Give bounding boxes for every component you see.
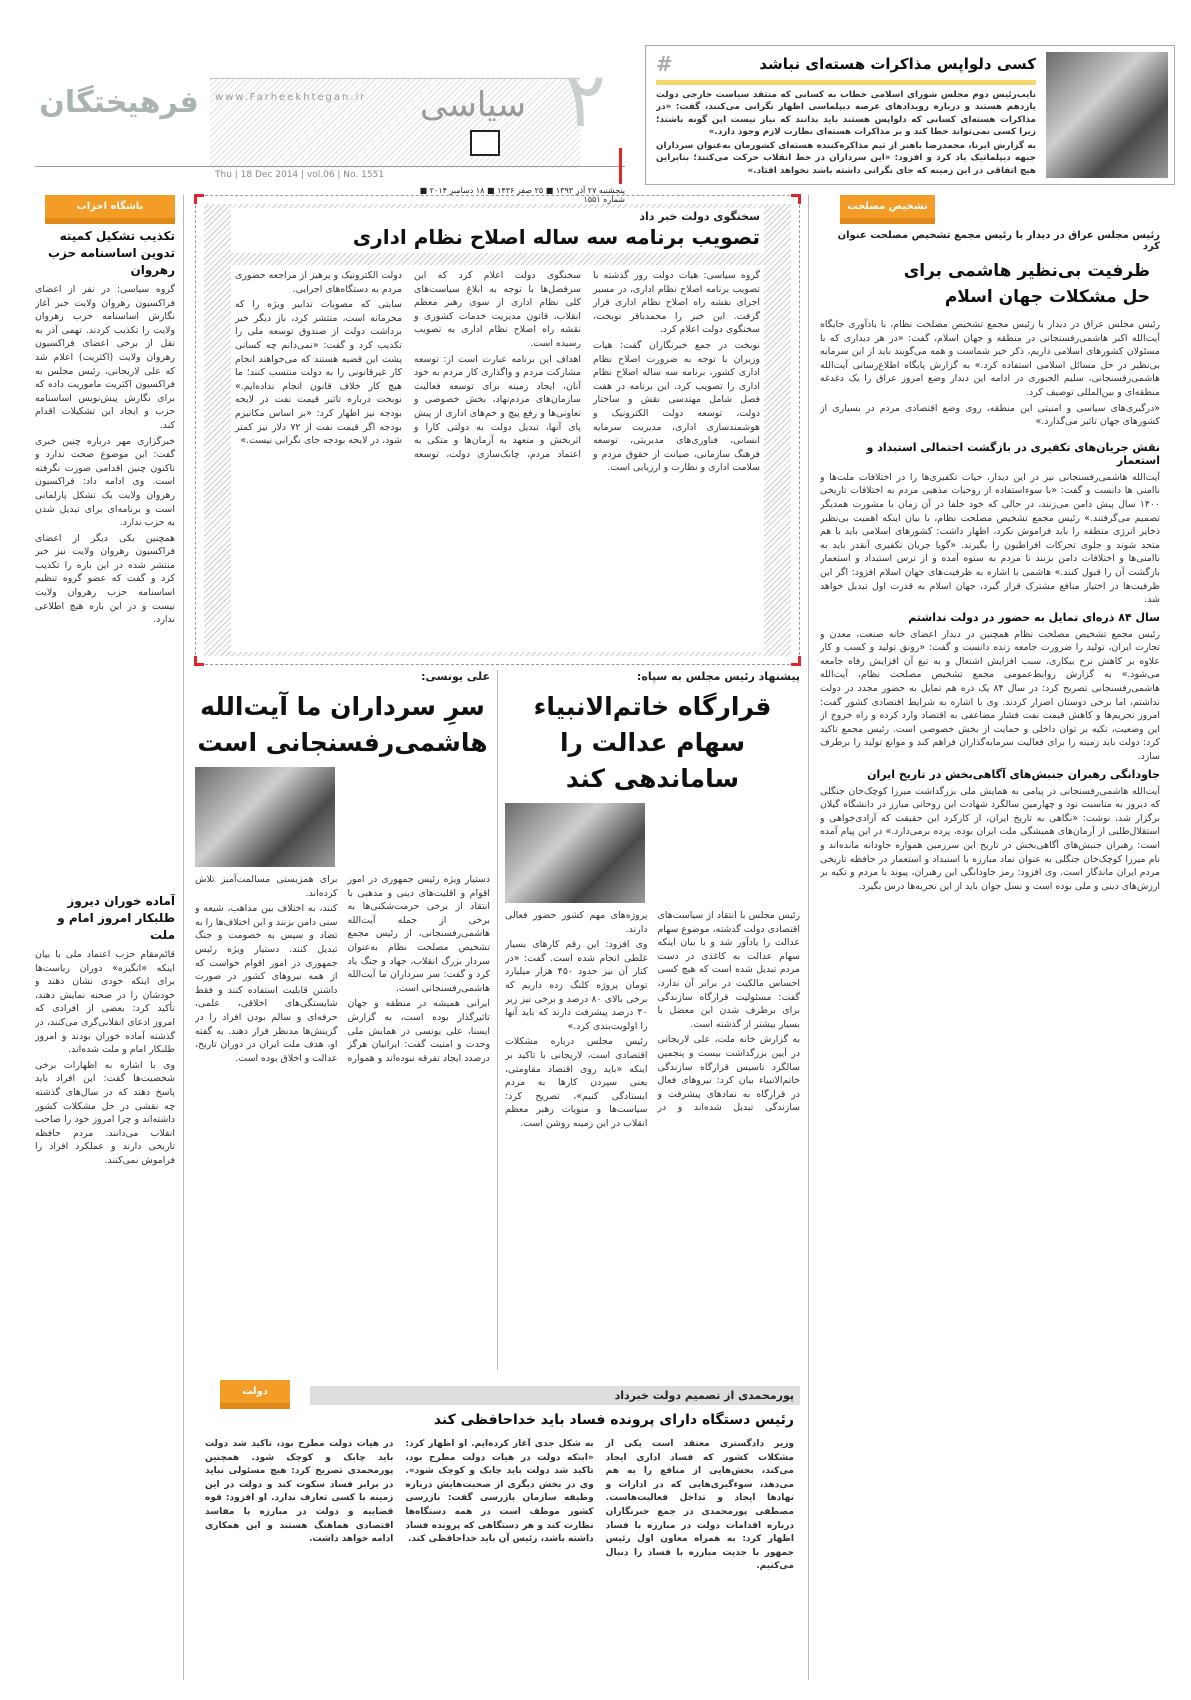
body: [231, 265, 764, 652]
date-en: Thu | 18 Dec 2014 | vol.06 | No. 1551: [215, 170, 385, 180]
body: [820, 318, 1160, 431]
section-tag: تشخیص مصلحت: [840, 195, 935, 218]
paragraph: در هیات دولت مطرح بود، تاکید شد دولت باید چابک و کوچک شود. همچنین پورمحمدی تصریح کرد: هیچ مسئولی نباید در برابر فساد سکوت کند و دولت در این زمینه با کسی تعارف ندارد. او افزود: قوه قضاییه و دولت در مبارزه با مفاسد اقتصادی هماهنگ هستند و این همکاری ادامه خواهد داشت.: [205, 1439, 394, 1545]
paragraph: قائم‌مقام حزب اعتماد ملی با بیان اینکه «انگیزه» دوران ریاست‌ها برای اینکه خودی نشان دهند و خودشان را در صحنه نمایش دهند، تأکید کرد: بعضی از افرادی که امروز ادعای انقلابی‌گری می‌کنند، در گذشته آماده خوران بودند و امروز طلبکار امام و ملت شده‌اند.: [35, 949, 175, 1056]
paragraph: همچنین یکی دیگر از اعضای فراکسیون رهروان ولایت نیز خبر منتشر شده در این باره را تکذیب کرد و گفت که عضو گروه تنظیم اساسنامه حزب رهروان ولایت نیست و در این باره هیچ اطلاعی ندارد.: [35, 532, 175, 626]
paragraph: رئیس مجلس عراق در دیدار با رئیس مجمع تشخیص مصلحت نظام، با یادآوری جایگاه آیت‌الله اکبر هاشمی‌رفسنجانی در منطقه و جهان اسلام، گفت: «در هر دیداری که با مسئولان کشورهای اسلامی داریم، ذکر خیر شماست و همه می‌گویند باید از این سرمایه بی‌نظیر در حل مسائل اسلامی استفاده کرد.» به گزارش پایگاه اطلاع‌رسانی آیت‌الله هاشمی‌رفسنجانی، سلیم الجبوری در ادامه این دیدار وضع امروز عراق را یک دغدغه منطقه‌ای و بین‌المللی توصیف کرد.: [820, 319, 1160, 398]
headline: کسی دلواپس مذاکرات هسته‌ای نباشد: [759, 55, 1036, 73]
paragraph: به گزارش خانه ملت، علی لاریجانی در آیین بزرگداشت بیست و پنجمین سالگرد تاسیس قرارگاه سازندگی خاتم‌الانبیاء بیان کرد: نیروهای فعال در قرارگاه به نمادهای پیشرفت و سازندگی تبدیل شده‌اند و در پروژه‌های مهم کشور حضور فعالی دارند.: [505, 910, 800, 1114]
paragraph: گروه سیاسی: در نفر از اعضای فراکسیون رهروان ولایت خبر آغاز نگارش اساسنامه حزب رهروان ولایت را تکذیب کردند. تهمی آذر به نقل از برخی اعضای فراکسیون رهروان ولایت (اکثریت) اعلام شد که علی لاریجانی، رئیس مجلس به فراکسیون اکثریت ماموریت داده که برای نگارش پیش‌نویس اساسنامه حزب و ایجاد این تشکیلات اقدام کند.: [35, 284, 175, 431]
paragraph: دستیار ویژه رئیس جمهوری در امور اقوام و اقلیت‌های دینی و مذهبی با انتقاد از برخی حرمت‌شکنی‌ها به برخی از جمله آیت‌الله هاشمی‌رفسنجانی، از رئیس مجمع تشخیص مصلحت نظام به‌عنوان سردار بزرگ انقلاب، جهاد و جنگ یاد کرد و گفت: سر سرداران ما آیت‌الله هاشمی‌رفسنجانی است.: [347, 874, 490, 994]
logo: فرهیختگان: [39, 85, 199, 120]
paragraph: کنند، به اختلاف بین مذاهب، شیعه و سنی دامن بزنند و این اختلاف‌ها را به تضاد و سپس به خصومت و جنگ تبدیل کنند. دستیار ویژه رئیس جمهوری در امور اقوام خواست که از همه نیروهای کشور در صورت داشتن قابلیت استفاده کنند و فقط شایستگی‌های اخلاقی، علمی، حرفه‌ای و سالم بودن افراد را در گزینش‌ها مدنظر قرار دهند. به گفته او، هدف ملت ایران در دوران تاریخ، عدالت و اخلاق بوده است.: [195, 903, 338, 1064]
paragraph: به گزارش ایرنا، محمدرضا باهنر از تیم مذاکره‌کننده هسته‌ای کشورمان به‌عنوان سرداران جبهه دیپلماتیک یاد کرد و افزود: «این سرداران در خط انقلاب حرکت می‌کنند؛ بنابراین هیچ اتفاقی در این زمینه که جای نگرانی داشته باشد نخواهد افتاد.»: [656, 141, 1036, 175]
paragraph: وزیر دادگستری معتقد است یکی از مشکلات کشور که فساد اداری ایجاد می‌کند، بخش‌هایی از منافع را به هم می‌دهد، سوء‌گیری‌هایی که در ادارات و نهادها ایجاد و تداخل فعالیت‌هاست. مصطفی پورمحمدی در جمع خبرنگاران درباره اقدامات دولت در مبارزه با فساد اظهار کرد: به همراه معاون اول رئیس جمهور با جدیت مبارزه با فساد را دنبال می‌کنیم.: [605, 1439, 794, 1572]
subsection-title: سال ۸۴ ذره‌ای تمایل به حضور در دولت نداشتم: [908, 610, 1160, 624]
paragraph: اهداف این برنامه عبارت است از: توسعه مشارکت مردم و واگذاری کار مردم به خود آنان، ایجاد زمینه برای توسعه فعالیت سازمان‌های مردم‌نهاد، بخش خصوصی و تعاونی‌ها و رفع پیچ و خم‌های اداری از پیش پای آنها، تبدیل دولت به دولتی کارا و اثربخش و متعهد به آرمان‌ها و متکی به اعتماد مردم، چابک‌سازی دولت، توسعه دولت الکترونیک و پرهیز از مراجعه حضوری مردم به دستگاه‌های اجرایی.: [235, 270, 581, 460]
website: www.Farheekhtegan.ir: [215, 92, 367, 103]
story-younesi: [195, 670, 490, 1370]
paragraph: نایب‌رئیس دوم مجلس شورای اسلامی خطاب به کسانی که منتقد سیاست خارجی دولت یازدهم هستند و درباره رویدادهای عرصه دیپلماسی اظهار نگرانی می‌کنند، گفت: «در مذاکرات هسته‌ای کسانی که دلواپس هستند باید بدانند که نیاز نیست این گونه باشند؛ زیرا کسی نمی‌تواند خطا کند و بر مذاکرات هسته‌ای نظارت لازم وجود دارد.»: [656, 90, 1036, 137]
kicker: پورمحمدی از تصمیم دولت خبرداد: [310, 1386, 800, 1405]
bottom-story: [195, 1380, 800, 1680]
body: [35, 948, 175, 1688]
kicker: پیشنهاد رئیس مجلس به سپاه:: [636, 670, 800, 683]
paragraph: سخنگوی دولت اعلام کرد که این سرفصل‌ها با توجه به ابلاغ سیاست‌های کلی نظام اداری از سوی رهبر معظم انقلاب، قانون مدیریت خدمات کشوری و نقشه راه اصلاح نظام اداری به تصویب رسیده است.: [414, 270, 581, 349]
headline: سرِ سرداران ما آیت‌الله هاشمی‌رفسنجانی است: [197, 692, 488, 757]
paragraph: ایرانی همیشه در منطقه و جهان تاثیرگذار بوده است، به گزارش ایسنا، علی یونسی در همایش ملی وحدت و امنیت گفت: ایرانیان هرگز درصدد ایجاد تفرقه نبوده‌اند و همواره برای همزیستی مسالمت‌آمیز تلاش کرده‌اند.: [195, 874, 490, 1064]
body: [35, 283, 175, 863]
body: رئیس مجمع تشخیص مصلحت نظام همچنین در دیدار اعضای خانه صنعت، معدن و تجارت ایران، تولید را ضرورت جامعه زنده دانست و گفت: «رونق تولید و کسب و کار علاوه بر کاهش نرخ بیکاری، سبب افزایش اشتغال و به تبع آن افزایش رفاه جامعه می‌شود.» به گزارش روابط‌عمومی مجمع تشخیص مصلحت نظام، آیت‌الله هاشمی‌رفسنجانی تصریح کرد: در سال ۸۴ یک ذره هم تمایل به حضور مجدد در دولت نداشتم، اما برخی دوستان اصرار کردند. وی با اشاره به شرایط اقتصادی کشور گفت: امروز تحریم‌ها و کاهش قیمت نفت فشار مضاعفی به اقتصاد وارد کرده و راه خروج از این وضعیت، تکیه بر توان داخلی و حمایت از بخش خصوصی است. رئیس مجمع تاکید کرد: دولت باید زمینه را برای فعالیت سرمایه‌گذاران فراهم کند و موانع تولید را برطرف سازد.: [820, 628, 1160, 763]
headline: آماده خوران دیروز طلبکار امروز امام و ملت: [57, 894, 175, 942]
masthead: [35, 40, 625, 204]
body: [205, 1438, 794, 1674]
kicker: رئیس مجلس عراق در دیدار با رئیس مجمع تشخیص مصلحت عنوان کرد: [837, 230, 1160, 252]
headline: تکذیب تشکیل کمیته تدوین اساسنامه حزب رهروان: [47, 229, 175, 277]
page-number: ۲: [565, 55, 606, 144]
paragraph: گروه سیاسی: هیات دولت روز گذشته با تصویب برنامه اصلاح نظام اداری، در مسیر اجرای نقشه راه اصلاح نظام اداری قرار گرفت. این خبر را محمدباقر نوبخت، سخنگوی دولت اعلام کرد.: [593, 270, 760, 336]
paragraph: به شکل جدی آغاز کرده‌ایم. او اظهار کرد: «اینکه دولت در هیات دولت مطرح بود، تاکید شد دولت باید چابک و کوچک شود». وی در بخش دیگری از صحبت‌هایش درباره وظیفه سازمان بازرسی گفت: بازرسی کشور موظف است در همه دستگاه‌ها نظارت کند و هر دستگاهی که پرونده فساد داشته باشد، رئیس آن باید خداحافظی کند.: [405, 1439, 594, 1545]
paragraph: «درگیری‌های سیاسی و امنیتی این منطقه، روی وضع اقتصادی مردم در بسیاری از کشورهای جهان تاثیر می‌گذارد.»: [820, 402, 1160, 428]
center-top-story: [195, 195, 800, 665]
left-column: [35, 195, 175, 1680]
paragraph: رئیس مجلس درباره مشکلات اقتصادی است، لاریجانی با تاکید بر اینکه «باید روی اقتصاد مقاومتی، یعنی سپردن کارها به مردم ایستادگی کنیم»، تصریح کرد: سیاست‌ها و منویات رهبر معظم انقلاب در این زمینه روشن است.: [505, 1036, 648, 1129]
subsection: [820, 611, 1160, 764]
photo-bahonar: [1046, 52, 1168, 178]
right-column: [820, 195, 1160, 1680]
kicker: سخنگوی دولت خبر داد: [639, 210, 760, 223]
headline: رئیس دستگاه دارای پرونده فساد باید خداحافظی کند: [433, 1412, 794, 1428]
top-news-box: [645, 45, 1175, 185]
paragraph: وی با اشاره به اظهارات برخی شخصیت‌ها گفت: این افراد باید پاسخ دهند که در سال‌های گذشته چه نقشی در حل مشکلات کشور داشته‌اند و چرا امروز خود را صاحب انقلاب می‌دانند. مردم حافظه تاریخی دارند و عملکرد افراد را فراموش نمی‌کنند.: [35, 1059, 175, 1166]
body: آیت‌الله هاشمی‌رفسنجانی نیز در این دیدار، حیات تکفیری‌ها را در اختلافات ملت‌ها و ناامنی ها دانست و گفت: «با سوءاستفاده از روحیات مذهبی مردم به اختلافات تاریخی ۱۴۰۰ سال پیش دامن می‌زنند، در حالی که خود خلفا در آن زمان با مشورت همدیگر تصمیم می‌گرفتند.» رئیس مجمع تشخیص مصلحت نظام، با بیان اینکه اهمیت بی‌نظیر ذخایر انرژی منطقه را باید فراموش نکرد، اظهار داشت: کشورهای اسلامی باید با هم متحد شوند و جلوی تحرکات افراطیون را بگیرند. «گویا جریان تکفیری آنقدر باید به ناامنی‌ها و اختلافات دامن بزنند تا مردم به ستوه آمده و از ترس استبداد و استعمار بازگشت آن را قبول کنند.» هاشمی با اشاره به ظرفیت‌های جهان اسلام افزود: اگر این ظرفیت‌ها در اختیار منافع مشترک قرار گیرد، جهان اسلام به قدرت اول تبدیل خواهد شد.: [820, 471, 1160, 606]
body: آیت‌الله هاشمی‌رفسنجانی در پیامی به همایش ملی بزرگداشت میرزا کوچک‌خان جنگلی که دیروز به مناسبت نود و چهارمین سالگرد شهادت این روحانی مبارز در دانشگاه گیلان برگزار شد، نوشت: «نگاهی به تاریخ ایران، از کارکرد این حقیقت که آزادی‌خواهی و استقلال‌طلبی از آرمان‌های همیشگی ملت ایران بوده، پرده برمی‌دارد.» در این پیام آمده است: رهبران جنبش‌های آگاهی‌بخش در تاریخ این سرزمین همواره جاودانه مانده‌اند و نام میرزا کوچک‌خان جنگلی به عنوان نماد مبارزه با استبداد و استعمار در حافظه تاریخی مردم ایران ماندگار است. وی افزود: رمز جاودانگی این رهبران، پیوند با مردم و تکیه بر ارزش‌های دینی و ملی بوده است و نسل جوان باید از این تجربه‌ها درس بگیرد.: [820, 785, 1160, 892]
subsection-title: جاودانگی رهبران جنبش‌های آگاهی‌بخش در تاریخ ایران: [867, 767, 1160, 781]
headline: ظرفیت بی‌نظیر هاشمی برای حل مشکلات جهان اسلام: [903, 261, 1150, 307]
paragraph: خبرگزاری مهر درباره چنین خبری گفت: این موضوع صحت ندارد و تاکنون چنین اقدامی صورت نگرفته است. وی ادامه داد: فراکسیون رهروان ولایت یک تشکل پارلمانی است و برنامه‌ای برای تبدیل شدن به حزب ندارد.: [35, 435, 175, 529]
body: [195, 873, 490, 1370]
ballot-box-icon: [470, 130, 500, 156]
date-fa: پنجشنبه ۲۷ آذر ۱۳۹۳ ■ ۲۵ صفر ۱۴۳۶ ■ ۱۸ دسامبر ۲۰۱۴ ■ شماره ۱۵۵۱: [419, 186, 625, 204]
photo-larijani: [505, 803, 645, 903]
photo-younesi: [195, 767, 335, 867]
section-tag: باشگاه احزاب: [45, 195, 175, 218]
body: [505, 909, 800, 1370]
subsection: [820, 441, 1160, 607]
paragraph: سایتی که مصوبات تدابیر ویژه را که محرمانه است، منتشر کرد، باز دیگر خبر برداشت دولت از صندوق توسعه ملی را تکذیب کرد و گفت: «نمی‌دانم چه کسانی پشت این قضیه هستند که می‌خواهند انجام کار غیرقانونی را به دولت منتسب کنند؛ ما هیچ کار خلاف قانون انجام نداده‌ایم.» نوبخت درباره تاثیر قیمت نفت در لایحه بودجه نیز اظهار کرد: «بر اساس مکانیزم بودجه اگر قیمت نفت از ۷۲ دلار نیز کمتر شود، در لایحه بودجه جای نگرانی نیست.»: [235, 299, 402, 447]
section-title: سیاسی: [420, 85, 526, 125]
subsection-title: نقش جریان‌های تکفیری در بازگشت احتمالی استبداد و استعمار: [866, 440, 1160, 467]
headline: قرارگاه خاتم‌الانبیاء سهام عدالت را ساماندهی کند: [533, 692, 772, 793]
kicker: علی یونسی:: [421, 670, 490, 683]
body: [656, 89, 1036, 175]
headline: تصویب برنامه سه ساله اصلاح نظام اداری: [352, 225, 760, 249]
paragraph: نوبخت در جمع خبرنگاران گفت: هیات وزیران با توجه به ضرورت اصلاح نظام اداری کشور، برنامه سه ساله اصلاح نظام اداری را تصویب کرد. این برنامه در هفت فصل شامل مهندسی نقش و ساختار دولت، توسعه دولت الکترونیک و هوشمندسازی اداری، مدیریت سرمایه انسانی، فناوری‌های مدیریتی، توسعه فرهنگ سازمانی، صیانت از حقوق مردم و سلامت اداری و نظارت و ارزیابی است.: [593, 339, 760, 474]
subsection: [820, 768, 1160, 894]
hash-icon: #: [656, 52, 673, 76]
paragraph: وی افزود: این رقم کارهای بسیار غلطی انجام شده است. گفت: «در کنار آن نیز حدود ۴۵۰ هزار میلیارد تومان پروژه کلنگ زده داریم که برخی بالای ۸۰ درصد و برخی نیز زیر ۴۰ درصد پیشرفت دارند که باید آنها را اولویت‌بندی کرد.»: [505, 939, 648, 1032]
section-tag: دولت: [220, 1380, 290, 1403]
paragraph: رئیس مجلس با انتقاد از سیاست‌های اقتصادی دولت گذشته، موضوع سهام عدالت را یادآور شد و با بیان اینکه سهام عدالت به کاغذی در دست مردم تبدیل شده است که هیچ کسی احساس مالکیت در برابر آن ندارد، گفت: مسئولیت قرارگاه سازندگی برای برطرف شدن این معضل با بسیار بیشتر از گذشته است.: [657, 910, 800, 1030]
story-larijani: [505, 670, 800, 1370]
